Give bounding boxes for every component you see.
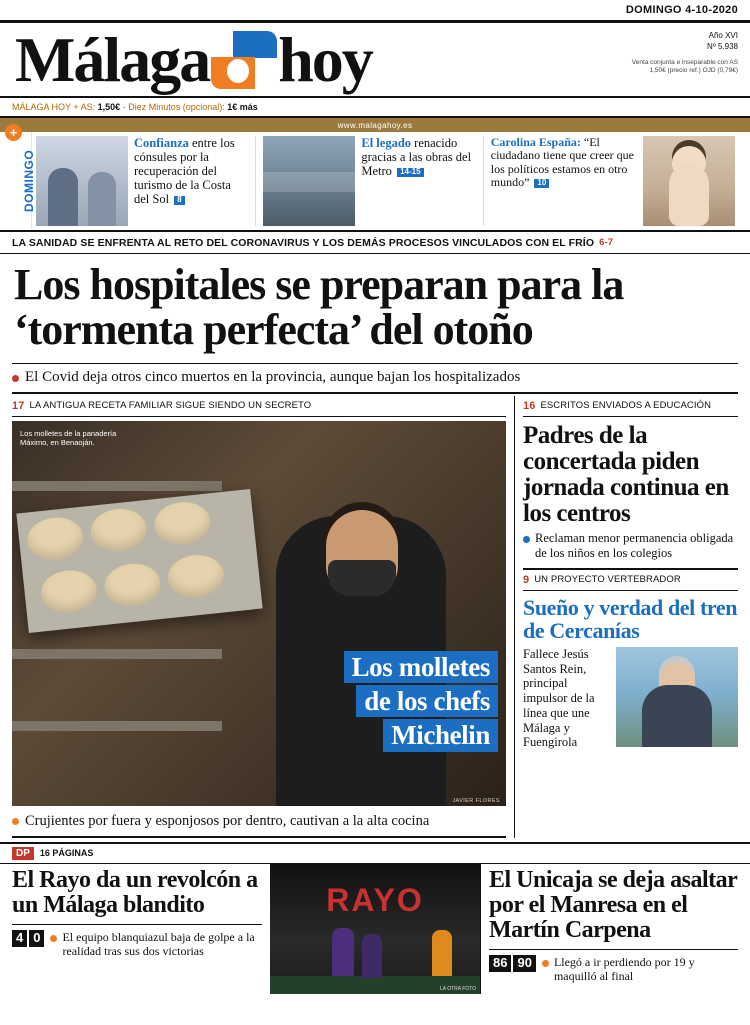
teaser-page[interactable]: 10 (534, 179, 549, 188)
logo-text-malaga: Málaga (15, 23, 210, 95)
right-sub-2-text: Fallece Jesús Santos Rein, principal impulsor de la línea que une Málaga y Fuengirola (523, 646, 595, 750)
teaser-page[interactable]: 8 (174, 196, 184, 205)
teaser-rest: “El ciudadano tiene que creer que los políticos estamos en otro mundo” (490, 135, 635, 190)
bullet-icon (542, 960, 549, 967)
teaser-item[interactable] (36, 136, 255, 226)
left-kicker-text: LA ANTIGUA RECETA FAMILIAR SIGUE SIENDO UN SECRETO (29, 400, 312, 412)
section-antetitulo (0, 232, 750, 254)
antetitulo-page[interactable]: 6-7 (599, 237, 614, 248)
overlay-line-2: de los chefs (356, 685, 498, 717)
photo-inset-caption: Los molletes de la panadería Máximo, en Benaoján. (20, 428, 117, 448)
sports-left-note-text: El equipo blanquiazul baja de golpe a la realidad tras sus dos victorias (62, 929, 255, 958)
sports-right-headline: El Unicaja se deja asaltar por el Manresa en el Martín Carpena (489, 866, 737, 943)
teaser-text (134, 136, 248, 226)
teaser-text (491, 136, 637, 226)
teaser-photo (263, 136, 355, 226)
left-kicker (12, 396, 506, 417)
sports-right-score-row (489, 949, 738, 983)
right-kicker-1-text: ESCRITOS ENVIADOS A EDUCACIÓN (540, 400, 712, 412)
overlay-line-3: Michelin (383, 719, 498, 751)
teaser-photo (643, 136, 735, 226)
dp-logo[interactable]: DP (12, 847, 34, 860)
score-home: 86 (489, 955, 511, 972)
website-url: www.malagahoy.es (337, 120, 413, 130)
sports-right-note-text: Llegó a ir perdiendo por 19 y maquilló al final (553, 954, 695, 983)
sports-photo-banner: RAYO (326, 881, 424, 918)
sports-left-headline: El Rayo da un revolcón a un Málaga blandito (12, 866, 258, 918)
newspaper-logo[interactable] (15, 23, 372, 95)
date-bar (0, 0, 750, 20)
right-kicker-2-page[interactable]: 9 (523, 573, 530, 586)
sports-section (0, 842, 750, 994)
left-kicker-page[interactable]: 17 (12, 399, 25, 412)
logo-text-hoy: hoy (278, 23, 372, 95)
right-kicker-1 (523, 396, 738, 417)
issue-number: Nº 5.938 (707, 41, 738, 51)
price-note: Venta conjunta e inseparable con AS 1,50€ (precio ref.) OJD (0,79€) (631, 58, 738, 75)
bread-tray (16, 489, 262, 633)
price-separator: · (122, 102, 126, 112)
masthead-meta (628, 31, 738, 76)
right-headline-2: Sueño y verdad del tren de Cercanías (523, 594, 738, 643)
sports-left-score (12, 930, 44, 947)
left-caption-text: Crujientes por fuera y esponjosos por dentro, cautivan a la alta cocina (25, 812, 430, 829)
logo-mark-icon (211, 31, 277, 89)
price-strip (0, 98, 750, 118)
sports-right-story[interactable] (480, 864, 750, 994)
teaser-rest: entre los cónsules por la recuperación del turismo de la Costa del Sol (134, 136, 235, 206)
right-headline-1: Padres de la concertada piden jornada continua en los centros (523, 421, 729, 527)
day-label: DOMINGO (22, 149, 36, 212)
price-value-a: 1,50€ (97, 102, 121, 112)
right-sub-1-text: Reclaman menor permanencia obligada de los niños en los colegios (535, 530, 734, 560)
sports-left-note (50, 930, 262, 958)
score-home: 4 (12, 930, 27, 947)
price-value-b: 1€ más (227, 102, 258, 112)
middle-section (0, 396, 750, 838)
sports-left-score-row (12, 924, 262, 958)
left-column (0, 396, 512, 838)
teaser-lead: Confianza (134, 136, 189, 150)
website-bar[interactable] (0, 118, 750, 132)
sports-photo-credit: LA OTRA FOTO (439, 985, 476, 992)
teaser-page[interactable]: 14-15 (397, 168, 423, 177)
antetitulo-text: LA SANIDAD SE ENFRENTA AL RETO DEL CORONAVIRUS Y LOS DEMÁS PROCESOS VINCULADOS CON EL FRÍO (12, 236, 595, 249)
teaser-item[interactable] (483, 136, 742, 226)
price-label-a: MÁLAGA HOY + AS: (12, 102, 96, 112)
right-kicker-1-page[interactable]: 16 (523, 399, 536, 412)
photo-overlay-title (344, 651, 498, 754)
left-main-photo (12, 421, 506, 806)
issue-date: DOMINGO 4-10-2020 (625, 4, 738, 16)
bullet-icon (523, 536, 530, 543)
right-story-2-body (523, 647, 738, 750)
sports-bar (0, 844, 750, 864)
teaser-text (361, 136, 475, 226)
score-away: 90 (513, 955, 535, 972)
issue-year: Año XVI (708, 31, 738, 40)
right-kicker-2 (523, 570, 738, 591)
teaser-rest: renacido gracias a las obras del Metro (361, 136, 472, 178)
teaser-photo (36, 136, 128, 226)
right-sub-1 (523, 531, 738, 570)
right-photo-portrait (616, 647, 738, 747)
overlay-line-1: Los molletes (344, 651, 498, 683)
teaser-lead: El legado (361, 136, 412, 150)
sports-left-story[interactable] (0, 864, 270, 994)
right-kicker-2-text: UN PROYECTO VERTEBRADOR (534, 574, 681, 586)
sports-pages: 16 PÁGINAS (39, 848, 94, 859)
bullet-icon (12, 818, 19, 825)
left-photo-caption (12, 806, 506, 838)
score-away: 0 (29, 930, 44, 947)
bullet-icon (12, 375, 19, 382)
teaser-item[interactable] (255, 136, 482, 226)
sports-photo (270, 864, 480, 994)
plus-icon[interactable]: + (5, 124, 22, 141)
price-label-b: Diez Minutos (opcional): (128, 102, 225, 112)
main-subheadline (12, 363, 738, 394)
photo-credit: JAVIER FLORES (452, 797, 500, 804)
sports-right-score (489, 955, 536, 972)
sports-right-note (542, 955, 738, 983)
main-subheadline-text: El Covid deja otros cinco muertos en la provincia, aunque bajan los hospitalizados (25, 368, 521, 385)
masthead (0, 20, 750, 98)
bullet-icon (50, 935, 57, 942)
main-headline: Los hospitales se preparan para la ‘tormenta perfecta’ del otoño (14, 260, 624, 355)
right-column (514, 396, 750, 838)
day-sidebar (0, 125, 36, 230)
teaser-lead: Carolina España: (490, 135, 581, 149)
